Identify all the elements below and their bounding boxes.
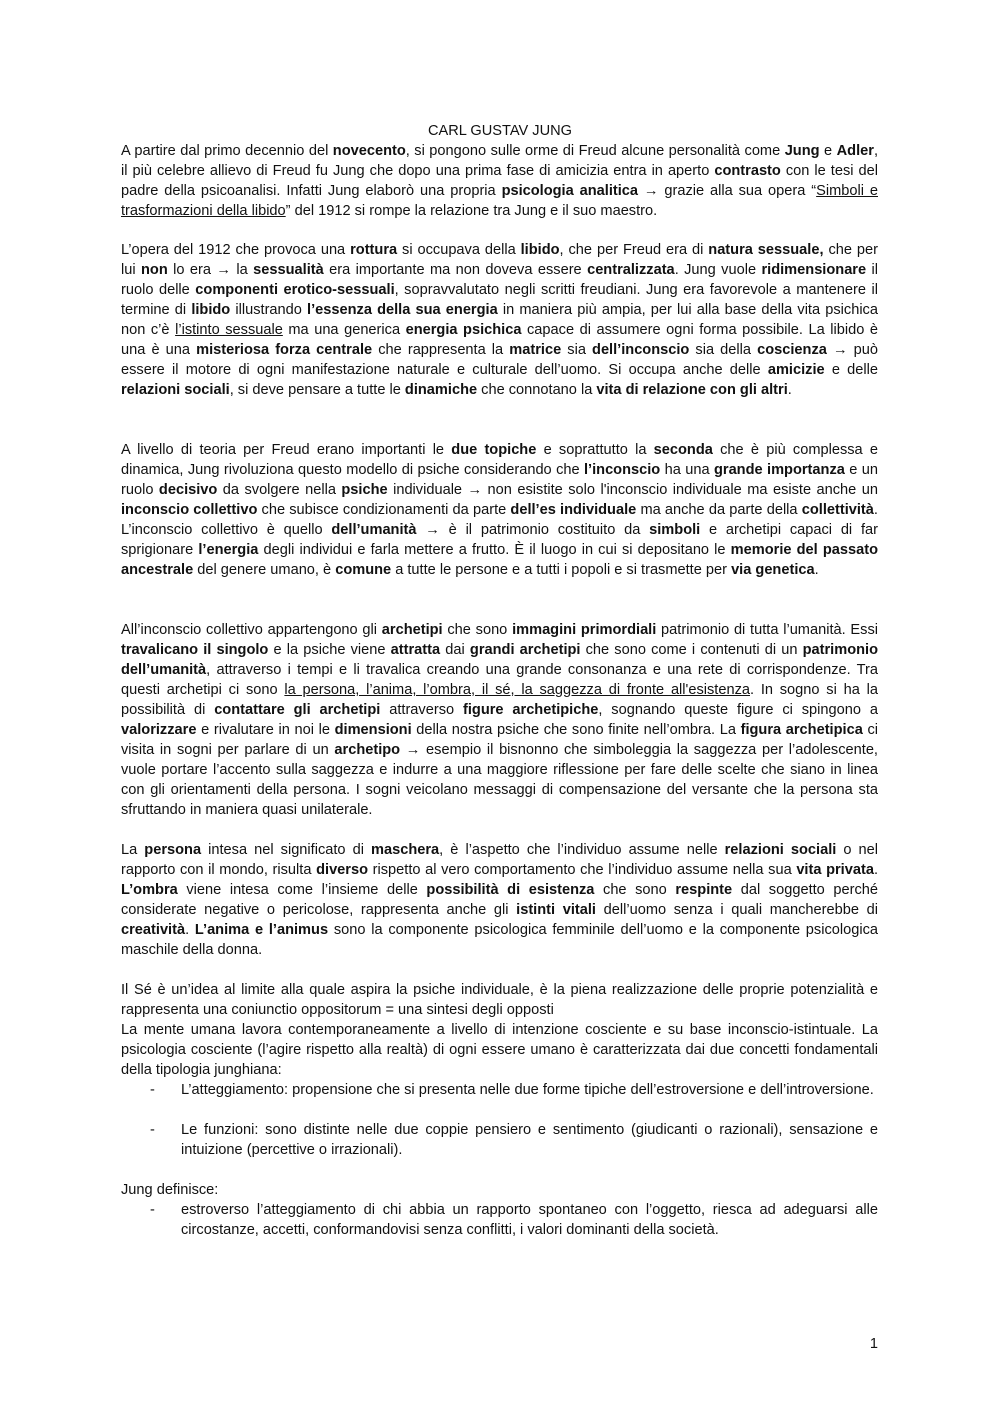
bold-term: figura archetipica	[740, 722, 863, 738]
text-run: All’inconscio collettivo appartengono gli	[121, 622, 382, 638]
text-run: ” del 1912 si rompe la relazione tra Jung e il suo maestro.	[285, 203, 658, 219]
paragraph-intro	[121, 141, 878, 221]
text-run: si occupava della	[397, 242, 521, 258]
bold-term: seconda	[653, 442, 713, 458]
bold-term: l’inconscio	[583, 462, 661, 478]
text-run: L’opera del 1912 che provoca una	[121, 242, 351, 258]
paragraph-persona-ombra	[121, 840, 878, 960]
bold-term: L’ombra	[121, 882, 178, 898]
text-run: patrimonio di tutta l’umanità. Essi	[656, 622, 878, 638]
bold-term: l’essenza della sua energia	[307, 302, 498, 318]
bold-term: vita di relazione con gli altri	[596, 382, 788, 398]
bold-term: relazioni sociali	[724, 842, 837, 858]
text-run: . In sogno si ha la possibilità di	[121, 682, 878, 718]
text-run: ha una	[660, 462, 714, 478]
text-run: , che per Freud era di	[559, 242, 709, 258]
text-run: .	[787, 382, 792, 398]
text-run: A livello di teoria per Freud erano importanti le	[121, 442, 452, 458]
text-run: rispetto al vero comportamento che l’individuo assume nella sua	[368, 862, 797, 878]
bold-term: comune	[335, 562, 392, 578]
bold-term: rottura	[350, 242, 398, 258]
text-run: che connotano la	[477, 382, 597, 398]
bold-term: travalicano il singolo	[121, 642, 269, 658]
bold-term: figure archetipiche	[462, 702, 599, 718]
bold-term: ridimensionare	[761, 262, 867, 278]
paragraph-mente-umana	[121, 1020, 878, 1080]
list-item-text: Le funzioni: sono distinte nelle due coppie pensiero e sentimento (giudicanti o razionali), sensazione e intuizione (percettive o irrazionali).	[181, 1122, 878, 1158]
text-run: che è più complessa e dinamica, Jung rivoluziona questo modello di psiche considerando che	[121, 442, 878, 478]
text-run: .	[814, 562, 819, 578]
bold-term: energia psichica	[405, 322, 522, 338]
bold-term: L’anima e l’animus	[194, 922, 329, 938]
jung-definisce-label: Jung definisce:	[121, 1182, 219, 1198]
text-run: individuale → non esistite solo l'inconscio individuale ma esiste anche un	[387, 482, 878, 498]
text-run: che rappresenta la	[372, 342, 510, 358]
bold-term: archetipo	[334, 742, 401, 758]
bold-term: misteriosa forza centrale	[196, 342, 373, 358]
text-run: del genere umano, è	[193, 562, 336, 578]
bold-term: due topiche	[451, 442, 537, 458]
bold-term: relazioni sociali	[121, 382, 230, 398]
bold-term: istinti vitali	[516, 902, 596, 918]
text-run: sia della	[689, 342, 758, 358]
text-run: da svolgere nella	[217, 482, 342, 498]
bold-term: immagini primordiali	[512, 622, 657, 638]
bold-term: grandi archetipi	[469, 642, 581, 658]
bold-term: simboli	[649, 522, 701, 538]
list-item-text: estroverso l’atteggiamento di chi abbia un rapporto spontaneo con l’oggetto, riesca ad adeguarsi alle circostanze, accetti, conformandovisi senza conflitti, i valori dominanti della società.	[181, 1202, 878, 1238]
text-run: intesa nel significato di	[201, 842, 372, 858]
list-bullet: -	[150, 1122, 155, 1138]
bold-term: possibilità di esistenza	[426, 882, 595, 898]
text-run: e archetipi capaci di far sprigionare	[121, 522, 878, 558]
bold-term: creatività	[121, 922, 186, 938]
text-run: con le tesi del padre della psicoanalisi. Infatti Jung elaborò una propria	[121, 163, 878, 199]
text-run: , si pongono sulle orme di Freud alcune personalità come	[405, 143, 785, 159]
bold-term: maschera	[371, 842, 440, 858]
text-run: e un ruolo	[121, 462, 878, 498]
text-run: → può essere il motore di ogni manifestazione naturale e culturale dell’uomo. Si occupa anche delle	[121, 342, 878, 378]
bold-term: contrasto	[714, 163, 781, 179]
text-run: Il Sé è un’idea al limite alla quale aspira la psiche individuale, è la piena realizzazione delle proprie potenzialità e rappresenta una coniunctio oppositorum = una sintesi degli opposti	[121, 982, 878, 1018]
text-run: → grazie alla sua opera “	[638, 183, 817, 199]
text-run: che per lui	[121, 242, 878, 278]
text-run: dai	[440, 642, 470, 658]
text-run: .	[873, 862, 879, 878]
paragraph-se	[121, 980, 878, 1020]
list-item-estroverso	[121, 1200, 878, 1240]
text-run: della nostra psiche che sono finite nell’ombra. La	[411, 722, 741, 738]
bold-term: dell’es individuale	[510, 502, 637, 518]
bold-term: sessualità	[253, 262, 324, 278]
text-run: a tutte le persone e a tutti i popoli e si trasmette per	[391, 562, 732, 578]
bold-term: componenti erotico-sessuali	[195, 282, 395, 298]
text-run: ma una generica	[282, 322, 406, 338]
text-run: degli individui e farla mettere a frutto. È il luogo in cui si depositano le	[258, 542, 731, 558]
text-run: e rivalutare in noi le	[196, 722, 335, 738]
text-run: .	[185, 922, 195, 938]
underlined-term: Simboli e trasformazioni della libido	[121, 183, 878, 219]
page-number: 1	[869, 1336, 878, 1352]
text-run: La mente umana lavora contemporaneamente a livello di intenzione cosciente e su base inconscio-istintuale. La psicologia cosciente (l’agire rispetto alla realtà) di ogni essere umano è caratterizzata dai due concetti fondamentali della tipologia junghiana:	[121, 1022, 878, 1078]
bold-term: dimensioni	[334, 722, 412, 738]
bold-term: attratta	[390, 642, 441, 658]
bold-term: dinamiche	[404, 382, 478, 398]
bold-term: l’energia	[198, 542, 259, 558]
text-run: , sognando queste figure ci spingono a	[598, 702, 878, 718]
list-item-text: L’atteggiamento: propensione che si presenta nelle due forme tipiche dell’estroversione e dell’introversione.	[181, 1082, 874, 1098]
bold-term: coscienza	[757, 342, 827, 358]
bold-term: Jung	[784, 143, 820, 159]
bold-term: centralizzata	[587, 262, 675, 278]
bold-term: psicologia analitica	[501, 183, 639, 199]
text-run: , attraverso i tempi e li travalica creando una grande consonanza e una rete di corrispondenze. Tra questi archetipi ci sono	[121, 662, 878, 698]
bold-term: matrice	[509, 342, 562, 358]
text-run: il ruolo delle	[121, 262, 878, 298]
text-run: che sono	[594, 882, 676, 898]
text-run: dell’uomo senza i quali mancherebbe di	[595, 902, 878, 918]
text-run: o nel rapporto con il mondo, risulta	[121, 842, 879, 878]
bold-term: vita privata	[796, 862, 874, 878]
text-run: era importante ma non doveva essere	[323, 262, 588, 278]
text-run: sono la componente psicologica femminile dell’uomo e la componente psicologica maschile della donna.	[121, 922, 879, 958]
text-run: A partire dal primo decennio del	[121, 143, 333, 159]
bold-term: collettività	[801, 502, 874, 518]
bold-term: novecento	[332, 143, 406, 159]
bold-term: non	[141, 262, 168, 278]
text-run: capace di assumere ogni forma possibile. La libido è una è una	[121, 322, 878, 358]
bold-term: inconscio collettivo	[121, 502, 258, 518]
bold-term: diverso	[316, 862, 369, 878]
text-run: . L’inconscio collettivo è quello	[121, 502, 878, 538]
paragraph-inconscio-collettivo	[121, 440, 878, 580]
bold-term: persona	[144, 842, 202, 858]
text-run: illustrando	[230, 302, 308, 318]
text-run: e delle	[824, 362, 878, 378]
bold-term: via genetica	[731, 562, 815, 578]
text-run: → è il patrimonio costituito da	[416, 522, 650, 538]
paragraph-libido	[121, 240, 878, 400]
text-run: . Jung vuole	[674, 262, 762, 278]
bold-term: Adler	[836, 143, 874, 159]
bold-term: dell’inconscio	[592, 342, 690, 358]
text-run: dal soggetto perché considerate negative o pericolose, rappresenta anche gli	[121, 882, 878, 918]
bold-term: libido	[520, 242, 560, 258]
text-run: in maniera più ampia, per lui alla base della vita psichica non c’è	[121, 302, 878, 338]
bold-term: valorizzare	[121, 722, 197, 738]
text-run: , si deve pensare a tutte le	[229, 382, 405, 398]
bold-term: contattare gli archetipi	[214, 702, 381, 718]
bold-term: psiche	[341, 482, 388, 498]
bold-term: decisivo	[158, 482, 218, 498]
paragraph-archetipi	[121, 620, 878, 820]
text-run: e soprattutto la	[536, 442, 654, 458]
text-run: lo era → la	[167, 262, 254, 278]
bold-term: patrimonio dell’umanità	[121, 642, 878, 678]
text-run: che sono	[442, 622, 513, 638]
underlined-term: la persona, l’anima, l’ombra, il sé, la saggezza di fronte all'esistenza	[284, 682, 750, 698]
text-run: che subisce condizionamenti da parte	[257, 502, 511, 518]
list-bullet: -	[150, 1082, 155, 1098]
text-run: e	[819, 143, 837, 159]
bold-term: memorie del passato ancestrale	[121, 542, 879, 578]
bold-term: libido	[191, 302, 231, 318]
text-run: attraverso	[380, 702, 463, 718]
text-run: viene intesa come l’insieme delle	[177, 882, 427, 898]
text-run: , è l’aspetto che l’individuo assume nelle	[439, 842, 725, 858]
bold-term: grande importanza	[713, 462, 845, 478]
list-bullet: -	[150, 1202, 155, 1218]
text-run: che sono come i contenuti di un	[580, 642, 803, 658]
bold-term: dell’umanità	[331, 522, 417, 538]
text-run: sia	[561, 342, 593, 358]
text-run: , il più celebre allievo di Freud fu Jung che dopo una prima fase di amicizia entra in aperto	[121, 143, 878, 179]
bold-term: amicizie	[767, 362, 825, 378]
text-run: ci visita in sogni per parlare di un	[121, 722, 879, 758]
text-run: , sopravvalutato negli scritti freudiani. Jung era favorevole a mantenere il termine di	[121, 282, 878, 318]
underlined-term: l’istinto sessuale	[175, 322, 283, 338]
list-item-funzioni	[121, 1120, 878, 1160]
list-item-atteggiamento	[121, 1080, 878, 1100]
bold-term: respinte	[675, 882, 733, 898]
text-run: ma anche da parte della	[636, 502, 802, 518]
bold-term: archetipi	[381, 622, 443, 638]
text-run: → esempio il bisnonno che simboleggia la saggezza per l’adolescente, vuole portare l’accento sulla saggezza e indurre a una maggiore riflessione per fare delle scelte che siano in linea con gli orientamenti della persona. I sogni veicolano messaggi di compensazione del versante che la persona sta sfruttando in maniera quasi unilaterale.	[121, 742, 878, 818]
text-run: La	[121, 842, 145, 858]
document-title: CARL GUSTAV JUNG	[427, 123, 573, 139]
text-run: e la psiche viene	[268, 642, 391, 658]
bold-term: natura sessuale,	[708, 242, 824, 258]
